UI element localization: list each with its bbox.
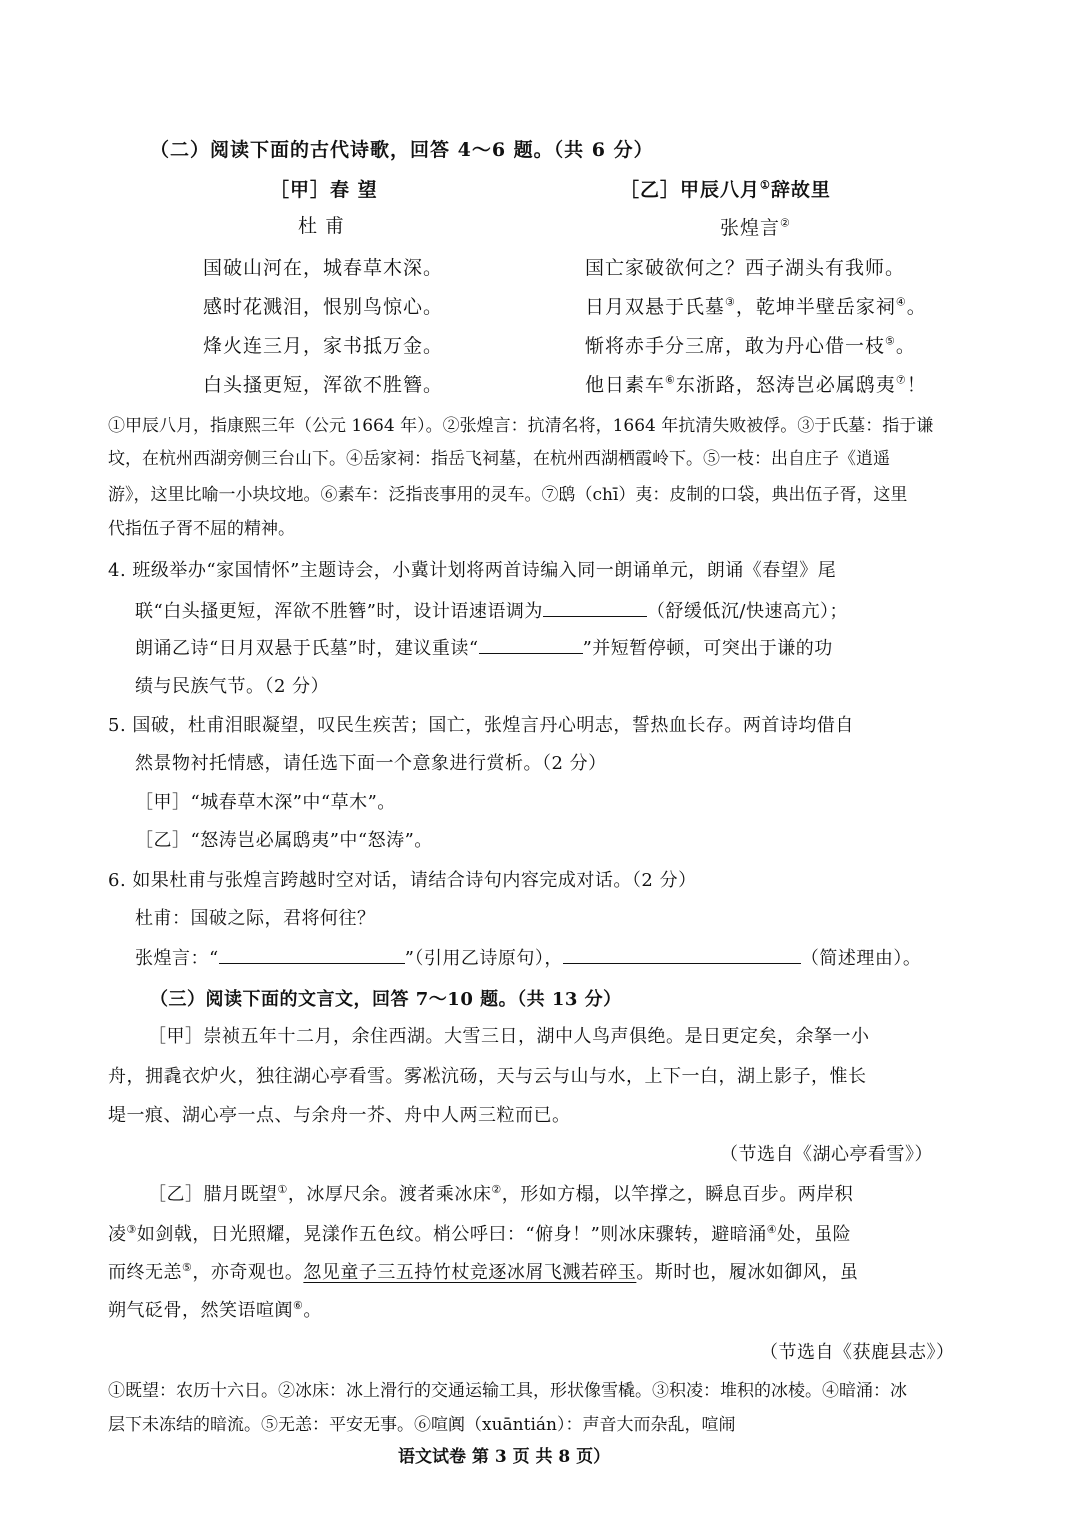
note-line: 游》，这里比喻一小块坟地。⑥素车：泛指丧事用的灵车。⑦鸱（chī）夷：皮制的口袋，典出伍子胥，这里 (108, 485, 908, 505)
poem-title: ［乙］甲辰八月①辞故里 (620, 178, 831, 201)
poem-author: 张煌言② (720, 216, 791, 239)
passage-line: ［甲］崇祯五年十二月，余住西湖。大雪三日，湖中人鸟声俱绝。是日更定矣，余拏一小 (148, 1026, 870, 1047)
option-b: ［乙］“怒涛岂必属鸱夷”中“怒涛”。 (135, 830, 433, 851)
question-text: 然景物衬托情感，请任选下面一个意象进行赏析。（2 分） (135, 753, 607, 774)
answer-blank[interactable] (219, 944, 405, 964)
option-a: ［甲］“城春草木深”中“草木”。 (135, 792, 396, 813)
poem-line: 烽火连三月，家书抵万金。 (203, 335, 444, 357)
dialogue-zhang: 张煌言：“ ”（引用乙诗原句）， （简述理由）。 (135, 944, 921, 970)
poem-line: 日月双悬于氏墓③，乾坤半壁岳家祠④。 (585, 295, 927, 318)
passage-line: 朔气砭骨，然笑语喧阗⑥。 (108, 1299, 322, 1321)
answer-blank[interactable] (563, 944, 801, 964)
poem-line: 他日素车⑥东浙路，怒涛岂必属鸱夷⑦！ (585, 373, 927, 396)
question-text: 4. 班级举办“家国情怀”主题诗会，小冀计划将两首诗编入同一朗诵单元，朗诵《春望》尾 (108, 560, 837, 581)
note-line: ①甲辰八月，指康熙三年（公元 1664 年）。②张煌言：抗清名将，1664 年抗清失败被俘。③于氏墓：指于谦 (108, 416, 934, 436)
question-text: 联“白头搔更短，浑欲不胜簪”时，设计语速语调为 （舒缓低沉/快速高亢）； (135, 597, 848, 623)
question-text: 朗诵乙诗“日月双悬于氏墓”时，建议重读“ ”并短暂停顿，可突出于谦的功 (135, 634, 833, 660)
note-line: 坟，在杭州西湖旁侧三台山下。④岳家祠：指岳飞祠墓，在杭州西湖栖霞岭下。⑤一枝：出自庄子《逍遥 (108, 449, 890, 469)
dialogue-du-fu: 杜甫：国破之际，君将何往？ (135, 908, 376, 929)
poem-line: 感时花溅泪，恨别鸟惊心。 (203, 296, 444, 318)
passage-line: 舟，拥毳衣炉火，独往湖心亭看雪。雾凇沆砀，天与云与山与水，上下一白，湖上影子，惟长 (108, 1066, 867, 1087)
note-line: 代指伍子胥不屈的精神。 (108, 519, 295, 539)
section-heading: （二）阅读下面的古代诗歌，回答 4～6 题。（共 6 分） (150, 139, 654, 161)
question-text: 绩与民族气节。（2 分） (135, 676, 330, 697)
answer-blank[interactable] (543, 597, 647, 617)
poem-line: 惭将赤手分三席，敢为丹心借一枝⑤。 (585, 334, 916, 357)
passage-line: ［乙］腊月既望①，冰厚尺余。渡者乘冰床②，形如方榻，以竿撑之，瞬息百步。两岸积 (148, 1183, 854, 1205)
question-text: 5. 国破，杜甫泪眼凝望，叹民生疾苦；国亡，张煌言丹心明志，誓热血长存。两首诗均借自 (108, 715, 854, 736)
note-line: 层下未冻结的暗流。⑤无恙：平安无事。⑥喧阗（xuāntián）：声音大而杂乱，喧闹 (108, 1415, 736, 1435)
passage-line: 凌③如剑戟，日光照耀，晃漾作五色纹。梢公呼曰：“俯身！”则冰床骤转，避暗涌④处，虽险 (108, 1223, 852, 1245)
poem-line: 国亡家破欲何之？西子湖头有我师。 (585, 257, 906, 279)
section-heading: （三）阅读下面的文言文，回答 7～10 题。（共 13 分） (150, 989, 622, 1010)
passage-source: （节选自《湖心亭看雪》） (720, 1144, 933, 1165)
answer-blank[interactable] (479, 634, 583, 654)
poem-title: ［甲］春 望 (270, 179, 378, 201)
passage-line: 而终无恙⑤，亦奇观也。忽见童子三五持竹杖竞逐冰屑飞溅若碎玉。斯时也，履冰如御风，虽 (108, 1261, 859, 1283)
passage-source: （节选自《获鹿县志》） (760, 1342, 955, 1363)
page-footer: 语文试卷 第 3 页 共 8 页） (398, 1447, 611, 1467)
poem-line: 国破山河在，城春草木深。 (203, 257, 444, 279)
poem-line: 白头搔更短，浑欲不胜簪。 (203, 374, 444, 396)
poem-author: 杜 甫 (298, 215, 346, 237)
question-text: 6. 如果杜甫与张煌言跨越时空对话，请结合诗句内容完成对话。（2 分） (108, 870, 697, 891)
passage-line: 堤一痕、湖心亭一点、与余舟一芥、舟中人两三粒而已。 (108, 1105, 571, 1126)
note-line: ①既望：农历十六日。②冰床：冰上滑行的交通运输工具，形状像雪橇。③积凌：堆积的冰棱。④暗涌：冰 (108, 1381, 907, 1401)
underlined-sentence: 忽见童子三五持竹杖竞逐冰屑飞溅若碎玉 (303, 1262, 637, 1283)
